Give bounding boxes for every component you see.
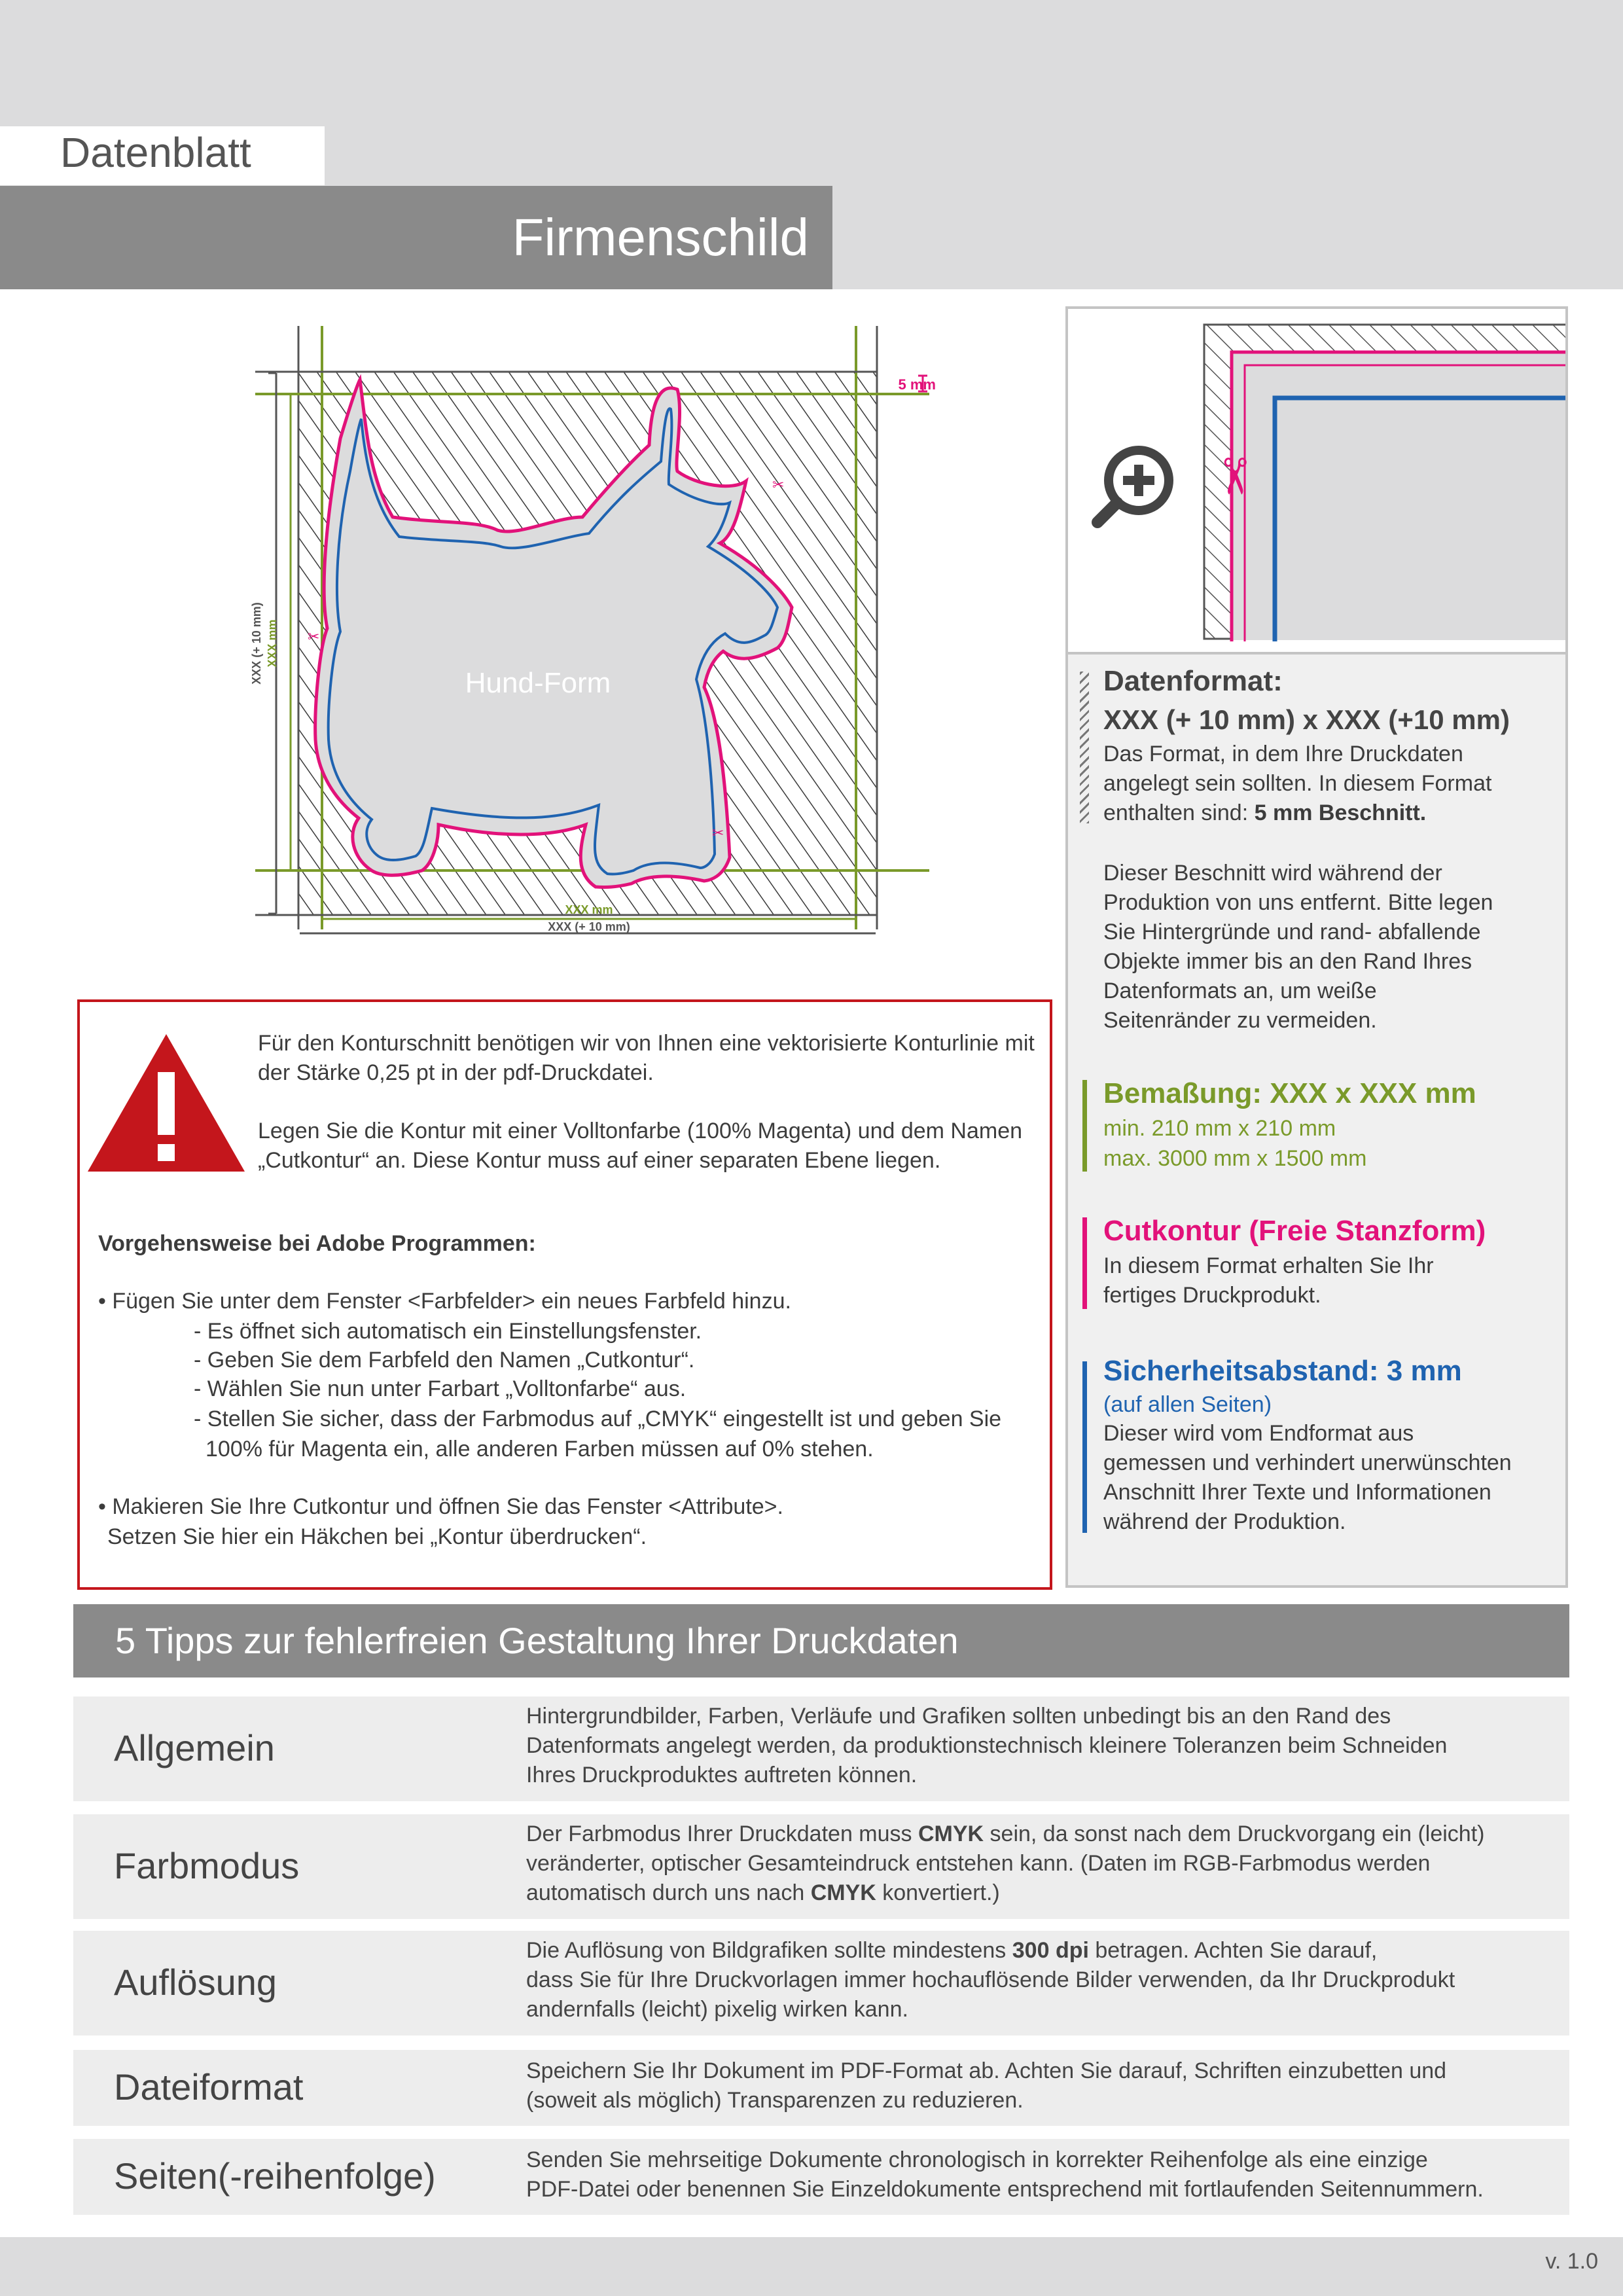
tip-text: Speichern Sie Ihr Dokument im PDF-Format ab. Achten Sie darauf, Schriften einzubetten und (soweit als möglich) Transparenzen zu reduzieren.	[526, 2058, 1447, 2113]
scissor-icon: ✂	[1206, 456, 1262, 497]
notice-substep: - Geben Sie dem Farbfeld den Namen „Cutkontur“.	[194, 1348, 695, 1372]
dim-data-height: XXX (+ 10 mm)	[250, 602, 263, 685]
page-title: Firmenschild	[512, 208, 809, 266]
zoom-in-icon	[1097, 450, 1169, 522]
tip-label: Seiten(-reihenfolge)	[114, 2155, 436, 2197]
tip-row	[73, 2050, 1569, 2126]
safety-description: Dieser wird vom Endformat aus gemessen und verhindert unerwünschten Anschnitt Ihrer Texte und Informationen während der Produktion.	[1103, 1421, 1512, 1534]
size-max: max. 3000 mm x 1500 mm	[1103, 1146, 1367, 1171]
dim-final-height: XXX mm	[266, 619, 279, 668]
scissor-icon: ✂	[712, 825, 724, 841]
footer	[0, 2237, 1623, 2296]
size-marker	[1082, 1080, 1087, 1172]
tip-row	[73, 1814, 1569, 1919]
sheet-label: Datenblatt	[60, 129, 251, 176]
dim-final-width: XXX mm	[565, 903, 613, 916]
notice-step-2: • Makieren Sie Ihre Cutkontur und öffnen Sie das Fenster <Attribute>.	[98, 1494, 783, 1519]
tip-row	[73, 1696, 1569, 1801]
safety-subtitle: (auf allen Seiten)	[1103, 1392, 1272, 1417]
tip-label: Allgemein	[114, 1727, 275, 1768]
tip-row	[73, 1931, 1569, 2036]
scissor-icon: ✂	[772, 476, 785, 493]
version-label: v. 1.0	[1545, 2249, 1598, 2274]
tip-text: Hintergrundbilder, Farben, Verläufe und Grafiken sollten unbedingt bis an den Rand des Datenformats angelegt werden, da produktionstechnisch kleinere Toleranzen beim Schneiden Ihres Druckproduktes auftreten können.	[526, 1704, 1448, 1787]
tip-text: Die Auflösung von Bildgrafiken sollte mindestens 300 dpi betragen. Achten Sie darauf, dass Sie für Ihre Druckvorlagen immer hochauflösende Bilder verwenden, da Ihr Druckprodukt andernfalls (leicht) pixelig wirken kann.	[526, 1938, 1455, 2022]
tip-label: Farbmodus	[114, 1845, 300, 1886]
bleed-label: 5 mm	[898, 376, 936, 393]
tip-label: Dateiformat	[114, 2066, 304, 2108]
dim-data-width: XXX (+ 10 mm)	[548, 920, 630, 933]
format-title: Datenformat:	[1103, 665, 1283, 697]
cut-marker	[1082, 1217, 1087, 1309]
zoom-detail	[1068, 309, 1565, 655]
notice-substep: 100% für Magenta ein, alle anderen Farben müssen auf 0% stehen.	[205, 1437, 874, 1462]
format-value: XXX (+ 10 mm) x XXX (+10 mm)	[1103, 704, 1510, 735]
notice-step-1: • Fügen Sie unter dem Fenster <Farbfelder> ein neues Farbfeld hinzu.	[98, 1289, 791, 1314]
tip-row	[73, 2139, 1569, 2215]
format-description: Das Format, in dem Ihre Druckdaten angelegt sein sollten. In diesem Format enthalten sind: 5 mm Beschnitt.	[1103, 742, 1492, 825]
size-min: min. 210 mm x 210 mm	[1103, 1116, 1336, 1141]
notice-step-2: Setzen Sie hier ein Häkchen bei „Kontur überdrucken“.	[107, 1524, 647, 1549]
cut-contour-diagram	[242, 321, 936, 949]
warning-icon	[88, 1034, 245, 1172]
tip-text: Der Farbmodus Ihrer Druckdaten muss CMYK sein, da sonst nach dem Druckvorgang ein (leicht) veränderter, optischer Gesamteindruck entstehen kann. (Daten im RGB-Farbmodus werden automatisch durch uns nach CMYK konvertiert.)	[526, 1821, 1485, 1905]
notice-paragraph-2: Legen Sie die Kontur mit einer Volltonfarbe (100% Magenta) und dem Namen „Cutkontur“ an. Diese Kontur muss auf einer separaten Ebene liegen.	[258, 1119, 1023, 1173]
notice-substep: - Stellen Sie sicher, dass der Farbmodus auf „CMYK“ eingestellt ist und geben Sie	[194, 1407, 1002, 1431]
notice-substep: - Wählen Sie nun unter Farbart „Volltonfarbe“ aus.	[194, 1376, 687, 1401]
shape-label: Hund-Form	[465, 667, 611, 699]
tip-label: Auflösung	[114, 1962, 277, 2003]
tip-text: Senden Sie mehrseitige Dokumente chronologisch in korrekter Reihenfolge als eine einzige PDF-Datei oder benennen Sie Einzeldokumente entsprechend mit fortlaufenden Seitennummern.	[526, 2147, 1484, 2202]
cut-title: Cutkontur (Freie Stanzform)	[1103, 1215, 1486, 1247]
safety-marker	[1082, 1361, 1087, 1533]
safety-title: Sicherheitsabstand: 3 mm	[1103, 1355, 1462, 1387]
notice-heading: Vorgehensweise bei Adobe Programmen:	[98, 1231, 536, 1256]
format-marker	[1080, 672, 1089, 823]
size-title: Bemaßung: XXX x XXX mm	[1103, 1077, 1476, 1109]
tips-title: 5 Tipps zur fehlerfreien Gestaltung Ihrer Druckdaten	[115, 1620, 959, 1661]
bleed-note: Dieser Beschnitt wird während der Produktion von uns entfernt. Bitte legen Sie Hintergründe und rand- abfallende Objekte immer bis an den Rand Ihres Datenformats an, um weiße Seitenränder zu vermeiden.	[1103, 861, 1493, 1033]
notice-substep: - Es öffnet sich automatisch ein Einstellungsfenster.	[194, 1319, 702, 1344]
scissor-icon: ✂	[308, 628, 320, 645]
cut-description: In diesem Format erhalten Sie Ihr fertiges Druckprodukt.	[1103, 1253, 1434, 1308]
notice-paragraph-1: Für den Konturschnitt benötigen wir von Ihnen eine vektorisierte Konturlinie mit der Stärke 0,25 pt in der pdf-Druckdatei.	[258, 1031, 1035, 1085]
